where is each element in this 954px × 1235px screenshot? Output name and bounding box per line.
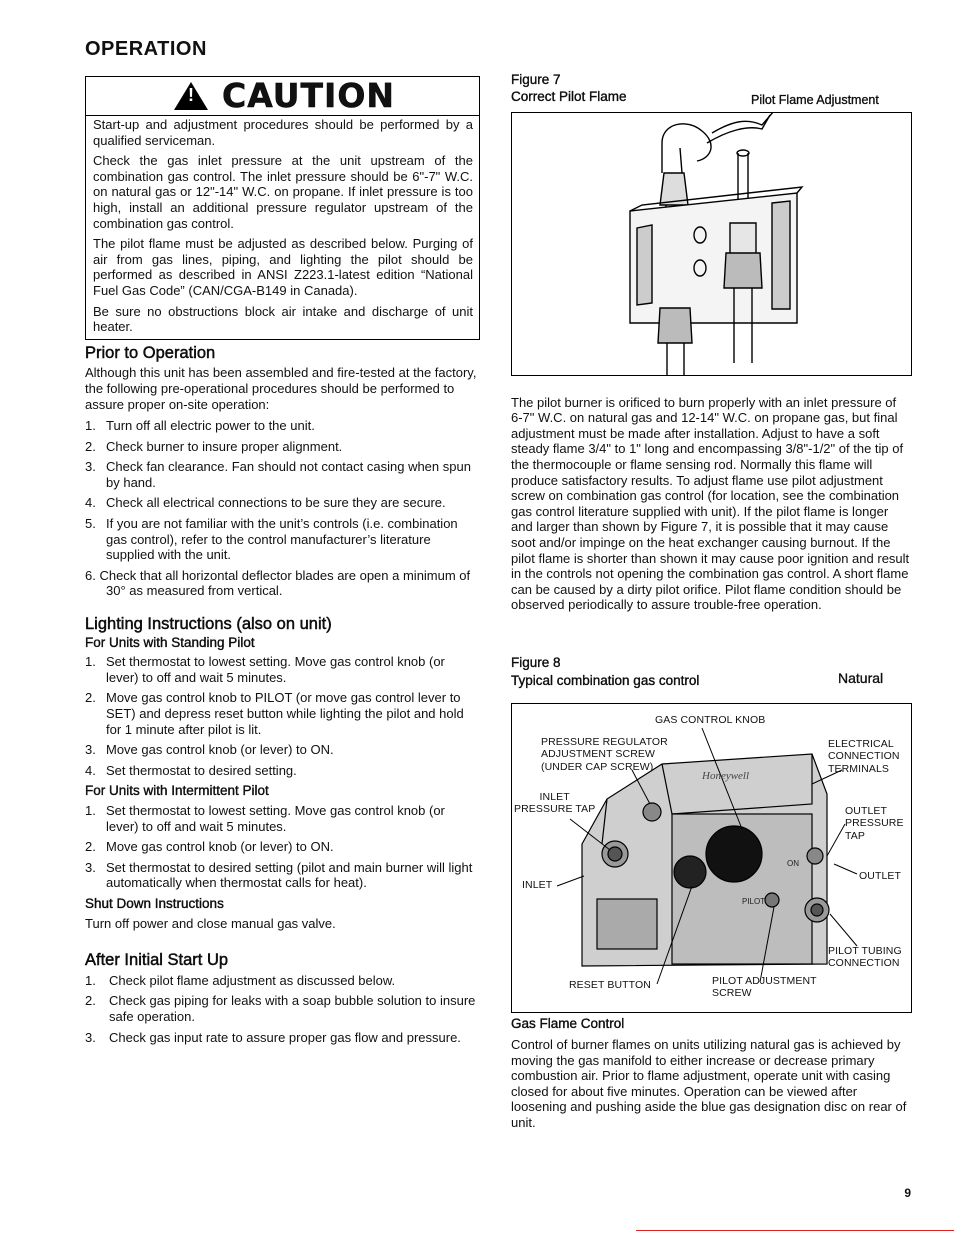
- list-item: 1. Set thermostat to lowest setting. Move gas control knob (or lever) to off and wait 5 minutes.: [85, 654, 445, 685]
- list-item: 2. Check gas piping for leaks with a soap bubble solution to insure safe operation.: [85, 993, 476, 1024]
- caution-paragraph: The pilot flame must be adjusted as described below. Purging of air from gas lines, piping, and lighting the pilot should be performed as described in ANSI Z223.1-latest edition “National Fuel Gas Code” (CAN/CGA-B149 in Canada).: [93, 236, 473, 298]
- caution-title: CAUTION: [222, 76, 395, 116]
- brand-text: Honeywell: [702, 769, 750, 782]
- warning-triangle-icon: !: [174, 82, 208, 110]
- list-item: 2. Move gas control knob (or lever) to ON.: [85, 839, 334, 855]
- label-pilot-adjustment: PILOT ADJUSTMENT SCREW: [712, 974, 817, 1000]
- prior-list: [85, 418, 480, 563]
- pilot-paragraph: The pilot burner is orificed to burn properly with an inlet pressure of 6-7" W.C. on natural gas and 12-14" W.C. on propane gas, but final adjustment must be made after installation. Adjust to have a soft steady flame 3/4" to 1" long and encompassing 3/8"-1/2" of the tip of the thermocouple or flame sensing rod. Normally this flame will produce satisfactory results. To adjust flame use pilot adjustment screw on combination gas control (for location, see the combination gas control literature supplied with unit). If the pilot flame is longer and larger than shown by Figure 7, it is possible that it may cause soot and/or impinge on the heat exchanger causing burnout. If the pilot flame is shorter than shown it may cause poor ignition and result in the controls not opening the combination gas control. A short flame can be caused by a dirty pilot orifice. Pilot flame condition should be observed periodically to assure trouble-free operation.: [511, 394, 910, 613]
- list-item: 4. Check all electrical connections to be sure they are secure.: [85, 495, 446, 511]
- figure7-number: Figure 7: [511, 72, 561, 87]
- right-column: [511, 70, 911, 1131]
- label-inlet-pressure-tap: INLET PRESSURE TAP: [514, 790, 596, 816]
- figure8-box: [511, 703, 912, 1013]
- list-item: 1. Turn off all electric power to the unit.: [85, 418, 315, 434]
- prior-intro: Although this unit has been assembled and fire-tested at the factory, the following pre-operational procedures should be performed to assure proper on-site operation:: [85, 365, 477, 412]
- list-item: 3. Move gas control knob (or lever) to ON.: [85, 742, 334, 758]
- gas-flame-text: Control of burner flames on units utilizing natural gas is achieved by moving the gas manifold to either increase or decrease primary combustion air. Prior to flame adjustment, operate unit with casing closed for about five minutes. Operation can be viewed after loosening and pushing aside the blue gas designation disc on rear of unit.: [511, 1037, 907, 1131]
- after-list: [85, 973, 480, 1045]
- label-reset-button: RESET BUTTON: [569, 978, 651, 991]
- figure8-number: Figure 8: [511, 654, 561, 670]
- pilot-burner-illustration: [512, 113, 911, 375]
- list-item: 3. Check fan clearance. Fan should not contact casing when spun by hand.: [85, 459, 471, 490]
- shutdown-text: Turn off power and close manual gas valve.: [85, 915, 336, 931]
- list-item: 2. Check burner to insure proper alignment.: [85, 438, 343, 454]
- label-inlet: INLET: [522, 878, 553, 891]
- lighting-heading: Lighting Instructions (also on unit): [85, 615, 332, 634]
- label-gas-control-knob: GAS CONTROL KNOB: [655, 713, 766, 726]
- list-item: 1. Set thermostat to lowest setting. Move gas control knob (or lever) to off and wait 5 minutes.: [85, 802, 445, 834]
- caution-body: [86, 116, 479, 339]
- label-outlet-pressure-tap: OUTLET PRESSURE TAP: [845, 804, 904, 843]
- list-item: 1. Check pilot flame adjustment as discussed below.: [85, 972, 396, 988]
- intermittent-pilot-list: [85, 803, 480, 891]
- footer-rule: [636, 1230, 954, 1231]
- standing-pilot-heading: For Units with Standing Pilot: [85, 634, 255, 650]
- figure7-caption: Correct Pilot Flame: [511, 88, 627, 104]
- left-column: [85, 76, 480, 1050]
- shutdown-heading: Shut Down Instructions: [85, 895, 224, 911]
- caution-paragraph: Start-up and adjustment procedures should be performed by a qualified serviceman.: [93, 117, 473, 148]
- prior-item-6: 6. Check that all horizontal deflector blades are open a minimum of 30° as measured from vertical.: [85, 567, 471, 599]
- page-number: 9: [904, 1186, 911, 1200]
- list-item: 2. Move gas control knob to PILOT (or move gas control lever to SET) and depress reset button while lighting the pilot and hold for 1 minute after pilot is lit.: [85, 690, 464, 737]
- list-item: 4. Set thermostat to desired setting.: [85, 762, 297, 778]
- figure8-side-label: Natural: [838, 669, 884, 686]
- page-title: OPERATION: [85, 38, 207, 60]
- intermittent-pilot-heading: For Units with Intermittent Pilot: [85, 783, 269, 799]
- standing-pilot-list: [85, 654, 480, 778]
- label-outlet: OUTLET: [859, 869, 902, 882]
- figure7-side-label: Pilot Flame Adjustment: [751, 92, 879, 107]
- figure8-caption: Typical combination gas control: [511, 672, 700, 688]
- list-item: 3. Check gas input rate to assure proper gas flow and pressure.: [85, 1029, 461, 1045]
- list-item: 5. If you are not familiar with the unit’s controls (i.e. combination gas control), refer to the control manufacturer’s literature supplied with the unit.: [85, 516, 458, 563]
- list-item: 3. Set thermostat to desired setting (pilot and main burner will light automatically when thermostat calls for heat).: [85, 859, 473, 891]
- label-pilot-tubing: PILOT TUBING CONNECTION: [828, 944, 902, 970]
- caution-paragraph: Check the gas inlet pressure at the unit upstream of the combination gas control. The inlet pressure should be 6"-7" W.C. on natural gas or 12"-14" W.C. on propane. If inlet pressure is too high, install an additional pressure regulator upstream of the combination gas control.: [93, 153, 473, 231]
- caution-header: [86, 77, 479, 116]
- dial-on-text: ON: [787, 858, 799, 868]
- figure7-box: [511, 112, 912, 376]
- dial-pilot-text: PILOT: [742, 896, 766, 906]
- caution-paragraph: Be sure no obstructions block air intake and discharge of unit heater.: [93, 303, 473, 335]
- prior-heading: Prior to Operation: [85, 343, 216, 362]
- gas-flame-heading: Gas Flame Control: [511, 1015, 625, 1031]
- caution-box: [85, 76, 480, 340]
- label-electrical-terminals: ELECTRICAL CONNECTION TERMINALS: [828, 737, 900, 776]
- after-heading: After Initial Start Up: [85, 951, 229, 970]
- label-pressure-regulator: PRESSURE REGULATOR ADJUSTMENT SCREW (UNDER CAP SCREW): [541, 735, 668, 774]
